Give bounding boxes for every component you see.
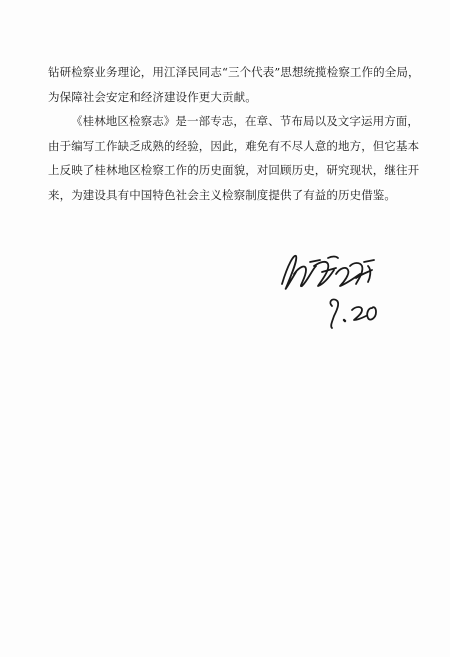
handwritten-signature	[276, 244, 396, 338]
body-text	[48, 60, 422, 207]
paragraph-1: 钻研检察业务理论，用江泽民同志“三个代表”思想统揽检察工作的全局，为保障社会安定和经济建设作更大贡献。	[48, 65, 420, 104]
signature-image	[276, 244, 396, 338]
paragraph-2: 《桂林地区检察志》是一部专志，在章、节布局以及文字运用方面，由于编写工作缺乏成熟的经验，因此，难免有不尽人意的地方，但它基本上反映了桂林地区检察工作的历史面貌，对回顾历史，研究现状，继往开来，为建设具有中国特色社会主义检察制度提供了有益的历史借鉴。	[48, 114, 420, 202]
